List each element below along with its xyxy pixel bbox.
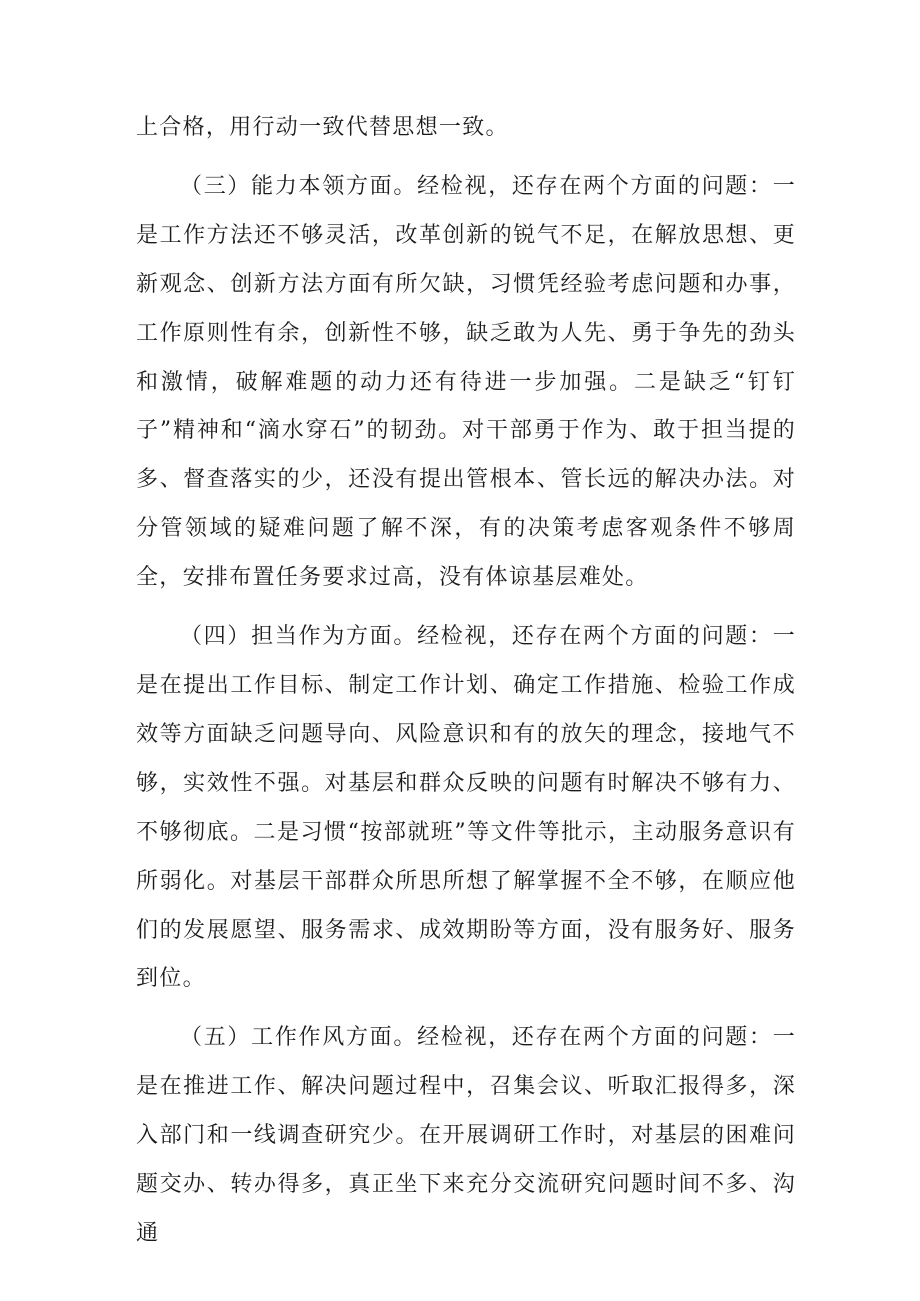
paragraph-ability: （三）能力本领方面。经检视，还存在两个方面的问题：一是工作方法还不够灵活，改革创新的锐气不足，在解放思想、更新观念、创新方法方面有所欠缺，习惯凭经验考虑问题和办事，工作原则性有余，创新性不够，缺乏敢为人先、勇于争先的劲头和激情，破解难题的动力还有待进一步加强。二是缺乏“钉钉子”精神和“滴水穿石”的韧劲。对干部勇于作为、敢于担当提的多、督查落实的少，还没有提出管根本、管长远的解决办法。对分管领域的疑难问题了解不深，有的决策考虑客观条件不够周全，安排布置任务要求过高，没有体谅基层难处。 xyxy=(136,173,796,591)
paragraph-responsibility: （四）担当作为方面。经检视，还存在两个方面的问题：一是在提出工作目标、制定工作计划、确定工作措施、检验工作成效等方面缺乏问题导向、风险意识和有的放矢的理念，接地气不够，实效性不强。对基层和群众反映的问题有时解决不够有力、不够彻底。二是习惯“按部就班”等文件等批示，主动服务意识有所弱化。对基层干部群众所思所想了解掌握不全不够，在顺应他们的发展愿望、服务需求、成效期盼等方面，没有服务好、服务到位。 xyxy=(136,624,796,992)
paragraph-continuation: 上合格，用行动一致代替思想一致。 xyxy=(136,115,509,140)
document-body xyxy=(136,104,796,1259)
paragraph-work-style: （五）工作作风方面。经检视，还存在两个方面的问题：一是在推进工作、解决问题过程中，召集会议、听取汇报得多，深入部门和一线调查研究少。在开展调研工作时，对基层的困难问题交办、转办得多，真正坐下来充分交流研究问题时间不多、沟通 xyxy=(136,1025,796,1246)
